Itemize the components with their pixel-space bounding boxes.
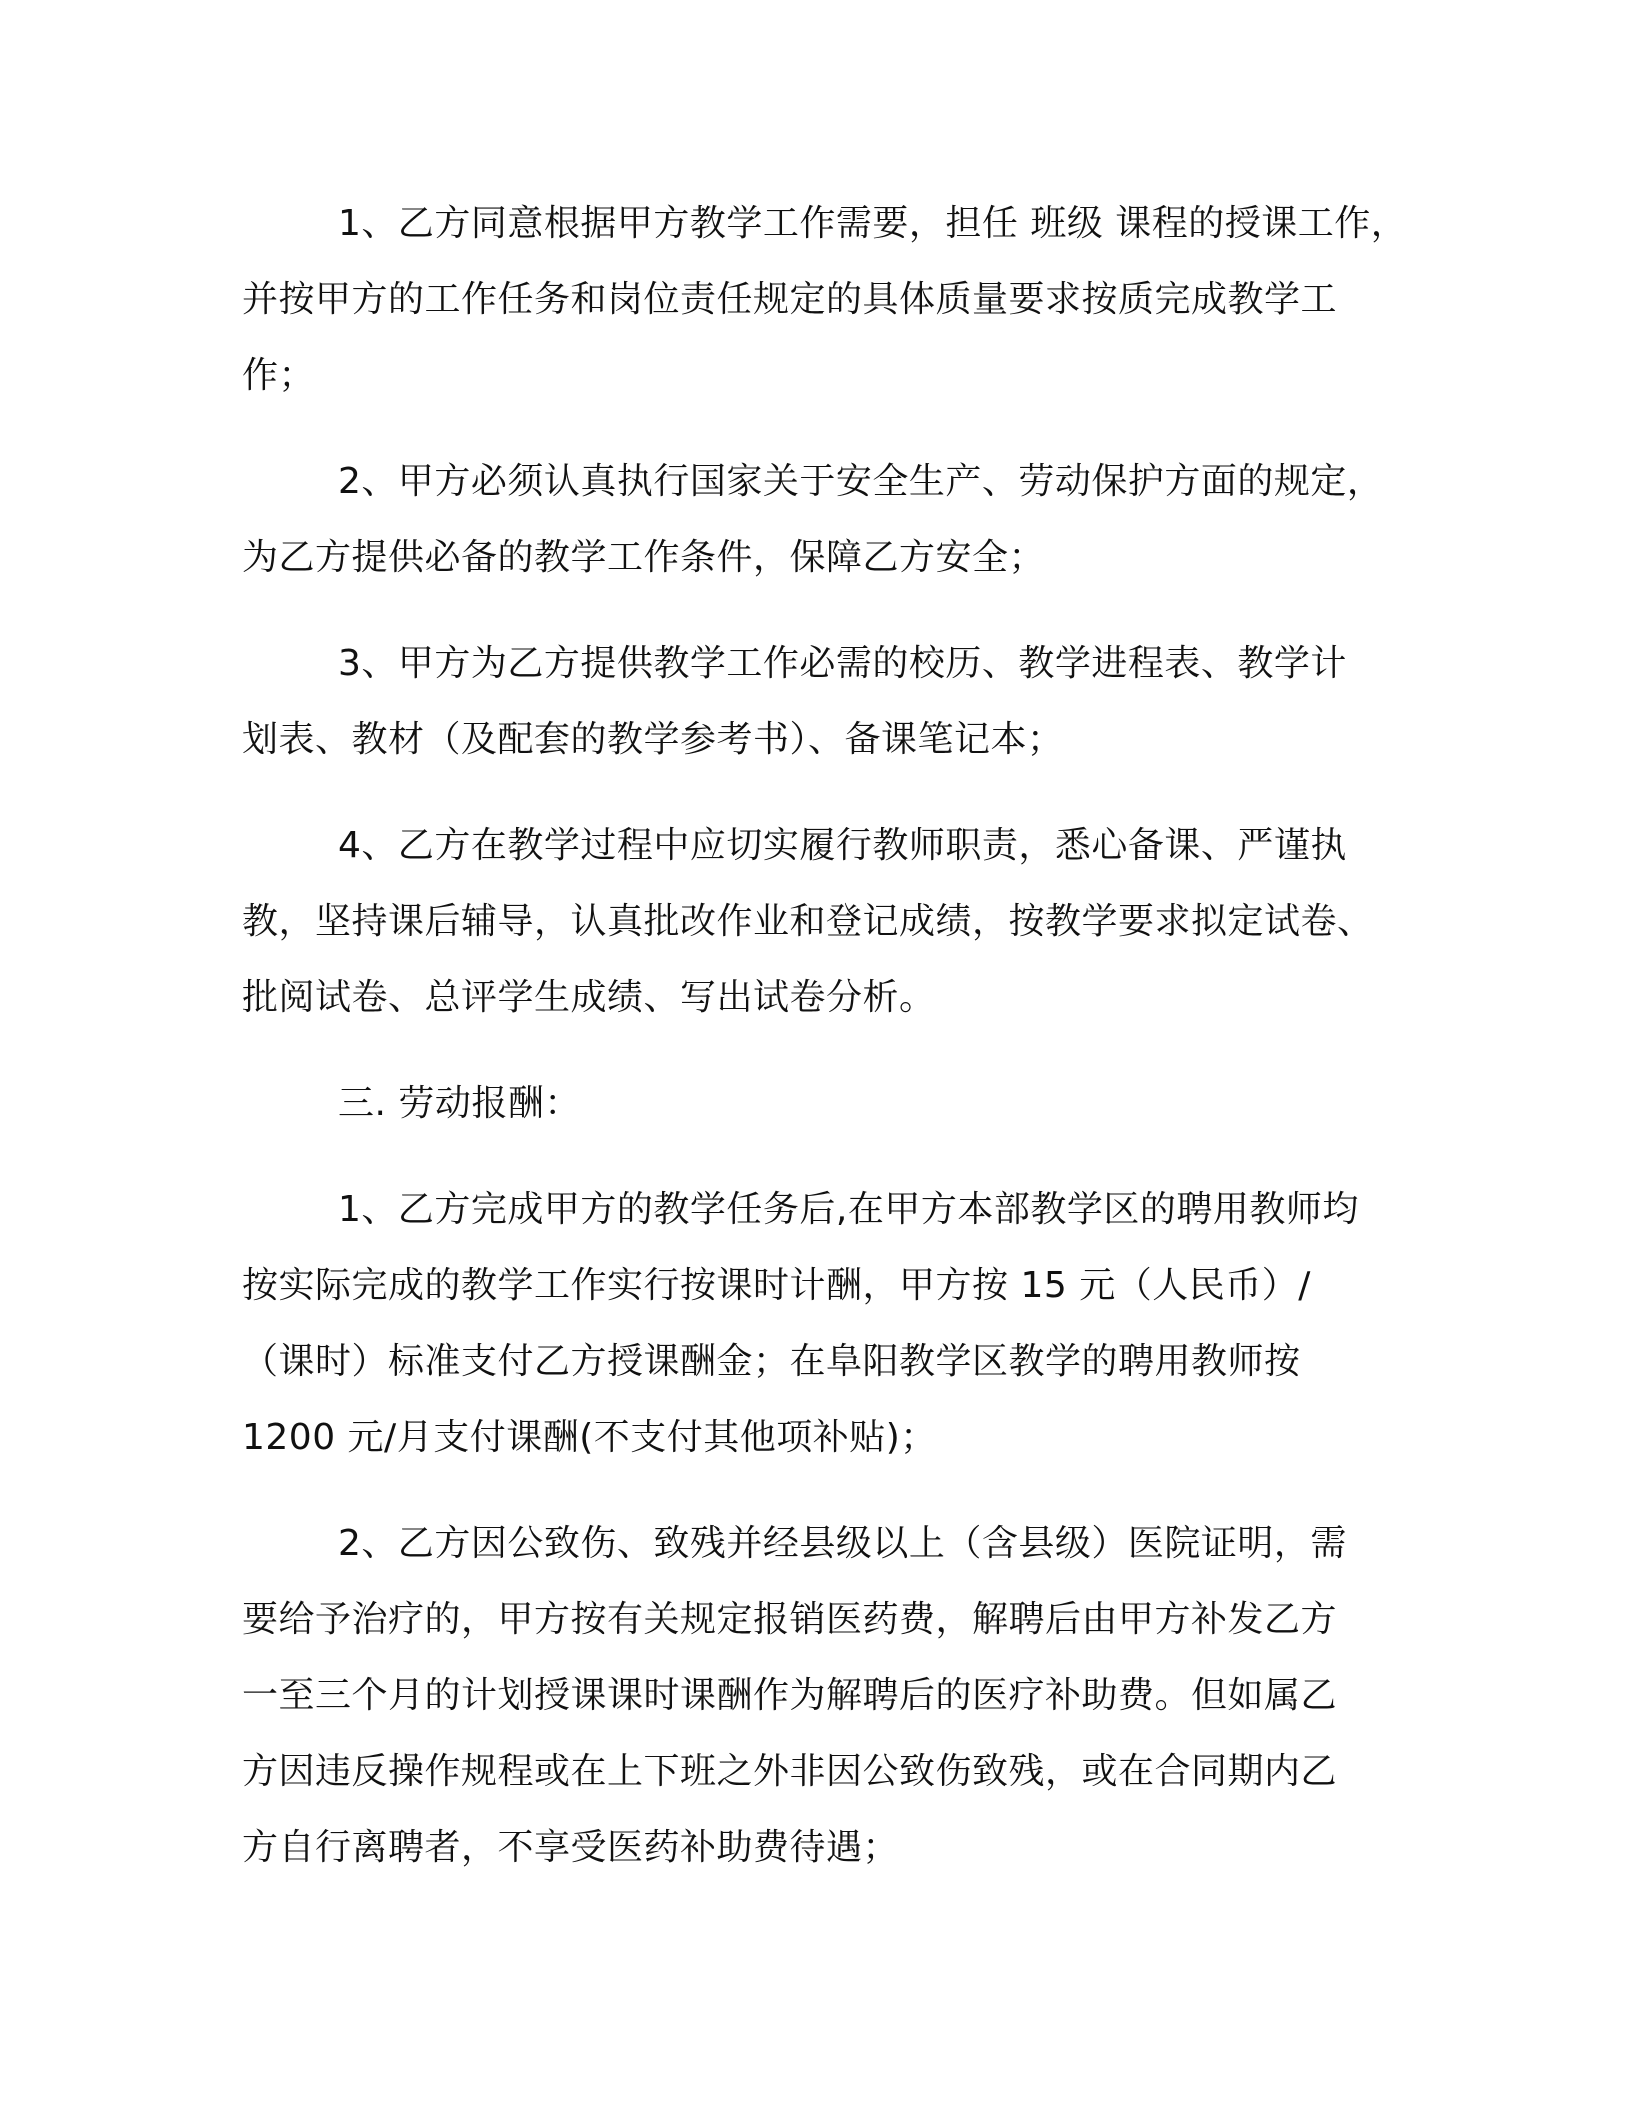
text-line: （课时）标准支付乙方授课酬金；在阜阳教学区教学的聘用教师按 [242, 1341, 1301, 1382]
text-line: 2、乙方因公致伤、致残并经县级以上（含县级）医院证明，需 [338, 1523, 1347, 1564]
text-line: 1、乙方完成甲方的教学任务后,在甲方本部教学区的聘用教师均 [338, 1189, 1359, 1230]
text-line: 批阅试卷、总评学生成绩、写出试卷分析。 [242, 977, 936, 1018]
paragraph-gap [242, 414, 1392, 444]
text-line: 教，坚持课后辅导，认真批改作业和登记成绩，按教学要求拟定试卷、 [242, 901, 1374, 942]
text-line: 要给予治疗的，甲方按有关规定报销医药费，解聘后由甲方补发乙方 [242, 1599, 1338, 1640]
paragraph-gap [242, 1476, 1392, 1506]
text-line: 1200 元/月支付课酬(不支付其他项补贴)； [242, 1417, 937, 1458]
text-line: 4、乙方在教学过程中应切实履行教师职责，悉心备课、严谨执 [338, 825, 1347, 866]
text-line: 方自行离聘者，不享受医药补助费待遇； [242, 1827, 900, 1868]
text-line: 划表、教材（及配套的教学参考书）、备课笔记本； [242, 719, 1064, 760]
remuneration-clause-2 [242, 1506, 1392, 1886]
text-line: 并按甲方的工作任务和岗位责任规定的具体质量要求按质完成教学工 [242, 279, 1338, 320]
text-line: 按实际完成的教学工作实行按课时计酬，甲方按 15 元（人民币）/ [242, 1265, 1311, 1306]
remuneration-clause-1 [242, 1172, 1392, 1476]
paragraph-gap [242, 1142, 1392, 1172]
clause-2 [242, 444, 1392, 596]
clause-1 [242, 186, 1408, 414]
section-heading: 三. 劳动报酬： [338, 1083, 581, 1124]
text-line: 2、甲方必须认真执行国家关于安全生产、劳动保护方面的规定， [338, 461, 1384, 502]
section-heading-remuneration [242, 1066, 1392, 1142]
text-line: 为乙方提供必备的教学工作条件，保障乙方安全； [242, 537, 1046, 578]
text-line: 3、甲方为乙方提供教学工作必需的校历、教学进程表、教学计 [338, 643, 1347, 684]
paragraph-gap [242, 596, 1392, 626]
document-body [242, 186, 1408, 1886]
clause-4 [242, 808, 1392, 1036]
paragraph-gap [242, 1036, 1392, 1066]
paragraph-gap [242, 778, 1392, 808]
text-line: 1、乙方同意根据甲方教学工作需要，担任 班级 课程的授课工作， [338, 203, 1408, 244]
text-line: 作； [242, 355, 316, 396]
clause-3 [242, 626, 1392, 778]
text-line: 方因违反操作规程或在上下班之外非因公致伤致残，或在合同期内乙 [242, 1751, 1338, 1792]
text-line: 一至三个月的计划授课课时课酬作为解聘后的医疗补助费。但如属乙 [242, 1675, 1338, 1716]
